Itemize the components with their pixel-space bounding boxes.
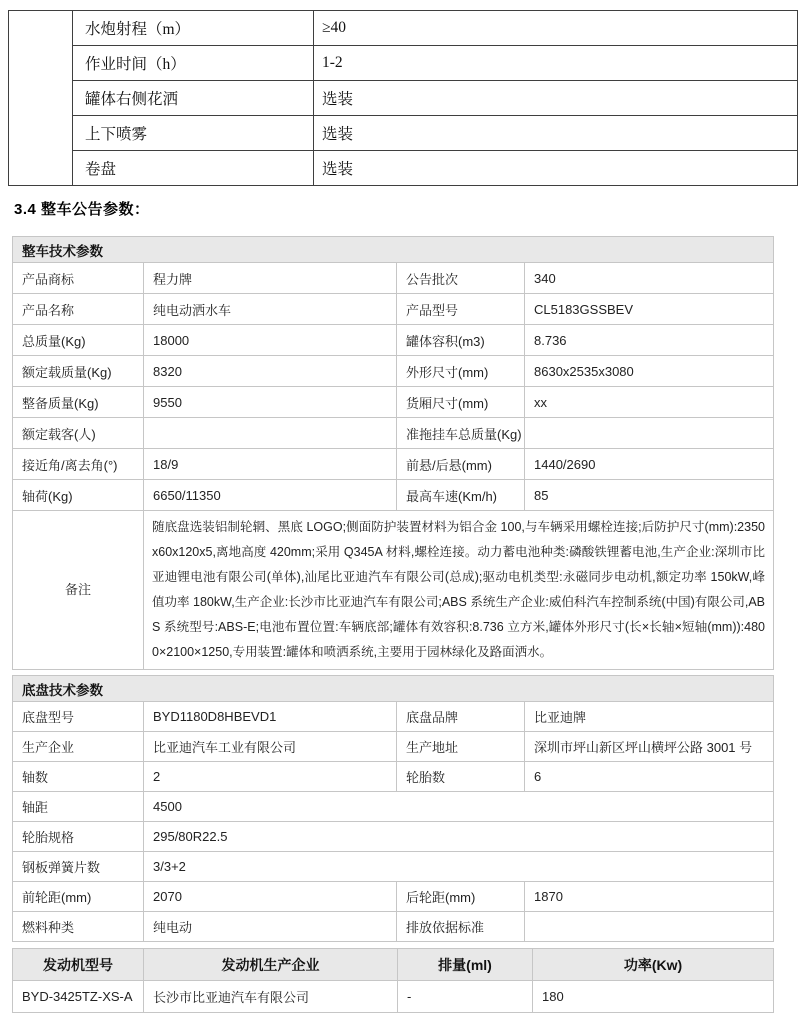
engine-displacement: - [398, 981, 533, 1013]
param-value: 295/80R22.5 [144, 822, 774, 852]
param-label: 产品名称 [13, 294, 144, 325]
engine-data-row [13, 981, 774, 1013]
param-label: 轮胎数 [397, 762, 525, 792]
spec-value: ≥40 [314, 11, 798, 46]
param-value: 程力牌 [144, 263, 397, 294]
param-label: 轴数 [13, 762, 144, 792]
table-row [13, 263, 774, 294]
chassis-params-title: 底盘技术参数 [13, 676, 774, 702]
table-row [13, 449, 774, 480]
param-value [144, 418, 397, 449]
engine-header-manufacturer: 发动机生产企业 [144, 949, 398, 981]
table-row [13, 912, 774, 942]
table-row [13, 294, 774, 325]
param-value: 2 [144, 762, 397, 792]
param-label: 轴距 [13, 792, 144, 822]
table-row [13, 418, 774, 449]
table-row [13, 882, 774, 912]
table-row [13, 480, 774, 511]
table-row [13, 822, 774, 852]
param-label: 整备质量(Kg) [13, 387, 144, 418]
spec-label: 卷盘 [73, 151, 314, 186]
param-value: 8.736 [525, 325, 774, 356]
param-value: 1440/2690 [525, 449, 774, 480]
param-value: 深圳市坪山新区坪山横坪公路 3001 号 [525, 732, 774, 762]
param-label: 准拖挂车总质量(Kg) [397, 418, 525, 449]
param-label: 轮胎规格 [13, 822, 144, 852]
param-label: 底盘型号 [13, 702, 144, 732]
spec-value: 选装 [314, 116, 798, 151]
param-label: 额定载质量(Kg) [13, 356, 144, 387]
param-label: 轴荷(Kg) [13, 480, 144, 511]
param-value [525, 418, 774, 449]
param-label: 产品商标 [13, 263, 144, 294]
param-value: 85 [525, 480, 774, 511]
param-label: 额定载客(人) [13, 418, 144, 449]
table-row [9, 11, 798, 46]
vehicle-params-table [12, 236, 774, 670]
table-row [13, 387, 774, 418]
param-label: 公告批次 [397, 263, 525, 294]
param-value: 8630x2535x3080 [525, 356, 774, 387]
table-row [13, 852, 774, 882]
param-label: 罐体容积(m3) [397, 325, 525, 356]
engine-manufacturer: 长沙市比亚迪汽车有限公司 [144, 981, 398, 1013]
param-label: 最高车速(Km/h) [397, 480, 525, 511]
engine-table [12, 948, 774, 1013]
spec-label: 作业时间（h） [73, 46, 314, 81]
table-row [13, 356, 774, 387]
param-value: 8320 [144, 356, 397, 387]
param-label: 外形尺寸(mm) [397, 356, 525, 387]
remark-label: 备注 [13, 511, 144, 670]
param-value: BYD1180D8HBEVD1 [144, 702, 397, 732]
param-value: 18/9 [144, 449, 397, 480]
param-label: 燃料种类 [13, 912, 144, 942]
engine-model: BYD-3425TZ-XS-A [13, 981, 144, 1013]
param-value: 340 [525, 263, 774, 294]
param-value: CL5183GSSBEV [525, 294, 774, 325]
table-row [9, 116, 798, 151]
engine-header-power: 功率(Kw) [533, 949, 774, 981]
table-row [9, 151, 798, 186]
spec-label: 上下喷雾 [73, 116, 314, 151]
param-label: 前悬/后悬(mm) [397, 449, 525, 480]
param-label: 前轮距(mm) [13, 882, 144, 912]
remark-row [13, 511, 774, 670]
param-value: 比亚迪牌 [525, 702, 774, 732]
table-row [13, 237, 774, 263]
param-value: 18000 [144, 325, 397, 356]
table-row [9, 81, 798, 116]
param-label: 排放依据标准 [397, 912, 525, 942]
table-row [13, 732, 774, 762]
document-page [0, 10, 800, 1005]
param-label: 生产地址 [397, 732, 525, 762]
chassis-params-table [12, 675, 774, 942]
param-value: 纯电动洒水车 [144, 294, 397, 325]
param-label: 底盘品牌 [397, 702, 525, 732]
param-label: 生产企业 [13, 732, 144, 762]
param-value: 1870 [525, 882, 774, 912]
param-label: 总质量(Kg) [13, 325, 144, 356]
param-label: 货厢尺寸(mm) [397, 387, 525, 418]
spec-label: 罐体右侧花洒 [73, 81, 314, 116]
param-value: 2070 [144, 882, 397, 912]
spec-label: 水炮射程（m） [73, 11, 314, 46]
param-value: 6 [525, 762, 774, 792]
section-heading: 3.4 整车公告参数： [14, 201, 150, 218]
table-row [13, 676, 774, 702]
param-label: 接近角/离去角(°) [13, 449, 144, 480]
optional-equipment-table [8, 10, 798, 186]
engine-power: 180 [533, 981, 774, 1013]
param-label: 钢板弹簧片数 [13, 852, 144, 882]
table-row [13, 325, 774, 356]
param-value: 纯电动 [144, 912, 397, 942]
table-row [13, 762, 774, 792]
param-value: 3/3+2 [144, 852, 774, 882]
spec-value: 选装 [314, 151, 798, 186]
param-value [525, 912, 774, 942]
vehicle-params-title: 整车技术参数 [13, 237, 774, 263]
engine-header-displacement: 排量(ml) [398, 949, 533, 981]
spec-value: 1-2 [314, 46, 798, 81]
param-value: 比亚迪汽车工业有限公司 [144, 732, 397, 762]
engine-header-model: 发动机型号 [13, 949, 144, 981]
table-row [13, 792, 774, 822]
table-row [13, 702, 774, 732]
spec-value: 选装 [314, 81, 798, 116]
param-value: 4500 [144, 792, 774, 822]
param-value: 6650/11350 [144, 480, 397, 511]
param-label: 产品型号 [397, 294, 525, 325]
param-value: 9550 [144, 387, 397, 418]
param-label: 后轮距(mm) [397, 882, 525, 912]
remark-text: 随底盘选装铝制轮辋、黑底 LOGO;侧面防护装置材料为铝合金 100,与车辆采用螺栓连接;后防护尺寸(mm):2350x60x120x5,离地高度 420mm;采用 Q345A 材料,螺栓连接。动力蓄电池种类:磷酸铁锂蓄电池,生产企业:深圳市比亚迪锂电池有限公司(单体),汕尾比亚迪汽车有限公司(总成);驱动电机类型:永磁同步电动机,额定功率 150kW,峰值功率 180kW,生产企业:长沙市比亚迪汽车有限公司;ABS 系统生产企业:威伯科汽车控制系统(中国)有限公司,ABS 系统型号:ABS-E;电池布置位置:车辆底部;罐体有效容积:8.736 立方米,罐体外形尺寸(长×长轴×短轴(mm)):4800×2100×1250,专用装置:罐体和喷洒系统,主要用于园林绿化及路面洒水。 [144, 511, 774, 670]
table-row [9, 46, 798, 81]
merged-empty-cell [9, 11, 73, 186]
param-value: xx [525, 387, 774, 418]
